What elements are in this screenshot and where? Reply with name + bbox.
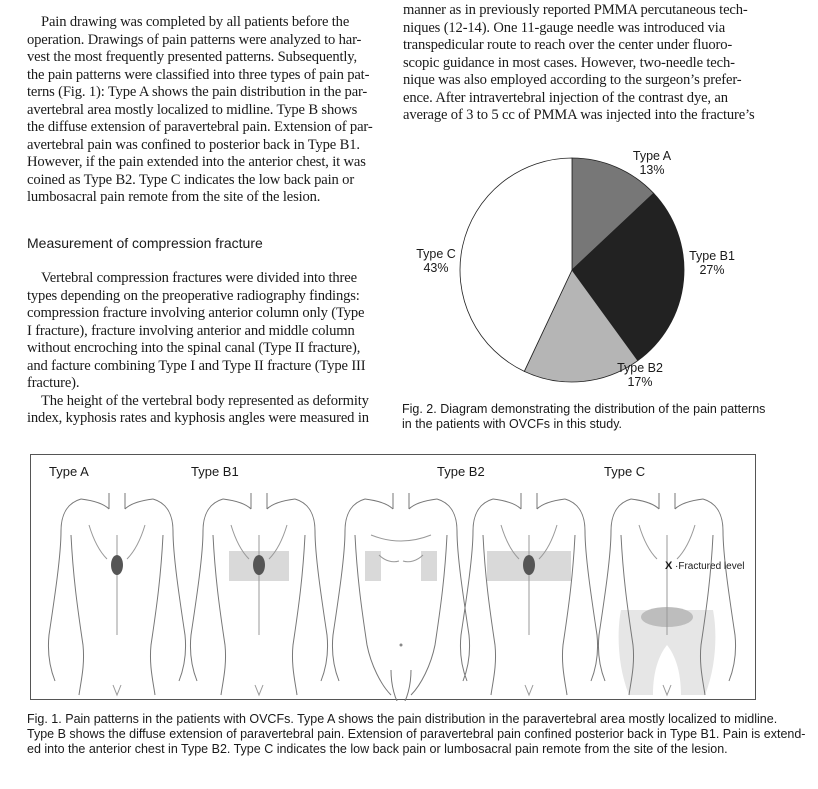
pie-slice-label: Type C [416,247,456,261]
text-line: without encroching into the spinal canal (Type II fracture), [27,340,361,356]
caption-text: in the patients with OVCFs in this study. [402,417,623,431]
pain-area [421,551,437,581]
text-line: scopic guidance in most cases. However, two-needle tech- [403,54,735,71]
text-line: Vertebral compression fractures were divided into three [41,270,357,286]
body-figure-type-a [48,493,185,695]
body-figure-type-b1 [190,493,327,695]
panel-label: Type B1 [191,464,239,479]
fracture-level-marker [111,555,123,575]
fracture-level-marker [523,555,535,575]
figure-label: Fig. 1. [27,712,62,726]
text-line: I fracture), fracture involving anterior and middle column [27,322,355,339]
text-line: the diffuse extension of paravertebral pain. Extension of par- [27,119,373,135]
pie-slice-value: 17% [627,375,653,389]
pie-slice-value: 43% [423,261,449,275]
panel-label: Type C [604,464,646,479]
pie-chart [400,140,800,400]
pie-slice-label: Type B1 [689,249,735,263]
panel-label: Type A [49,464,89,479]
section-heading: Measurement of compression fracture [27,235,263,251]
text-line: transpedicular route to reach over the center under fluoro- [403,37,733,53]
text-line: index, kyphosis rates and kyphosis angles were measured in [27,410,369,426]
text-line: and facture combining Type I and Type II fracture (Type III [27,357,366,374]
pain-area [365,551,381,581]
text-line: avertebral area mostly localized to midline. Type B shows [27,101,358,118]
text-line: compression fracture involving anterior column only (Type [27,305,365,321]
body-figure-type-b2 [460,493,597,695]
panel-label: Type B2 [437,464,485,479]
text-line: terns (Fig. 1): Type A shows the pain distribution in the par- [27,84,368,100]
text-line: nique was also employed according to the surgeon’s prefer- [403,72,742,88]
text-line: Pain drawing was completed by all patients before the [41,14,350,30]
text-line: fracture). [27,375,80,391]
caption-text: Pain patterns in the patients with OVCFs. Type A shows the pain distribution in the paravertebral area mostly localized to midline. [65,712,778,726]
right-paragraph [403,2,755,125]
figure-label: Fig. 2. [402,402,437,416]
fracture-level-marker [253,555,265,575]
legend-text-label: Fractured level [678,561,745,572]
pie-slice-label: Type B2 [617,361,663,375]
legend-text: ·Fractured level [675,561,745,572]
text-line: niques (12-14). One 11-gauge needle was introduced via [403,19,726,36]
text-line: lumbosacral pain remote from the site of the lesion. [27,189,321,205]
caption-text: ed into the anterior chest in Type B2. Type C indicates the low back pain or lumbosacral pain remote from the site of the lesion. [27,742,728,756]
text-line: the pain patterns were classified into three types of pain pat- [27,66,370,83]
text-line: vest the most frequently presented patterns. Subsequently, [27,49,357,65]
body-drawings [31,455,757,701]
text-line: The height of the vertebral body represented as deformity [41,392,369,409]
text-line: coined as Type B2. Type C indicates the low back pain or [27,171,355,188]
text-line: types depending on the preoperative radiography findings: [27,287,360,304]
pie-slice-value: 27% [699,263,725,277]
pie-slice-label: Type A [632,149,672,163]
figure-2-caption [402,402,765,432]
pie-slice-value: 13% [639,163,665,177]
caption-text: Diagram demonstrating the distribution of the pain patterns [440,402,766,416]
body-figure-type-c [598,493,735,695]
legend-marker: X [665,560,673,572]
caption-text: Type B shows the diffuse extension of paravertebral pain. Extension of paravertebral pain confined posterior back in Type B1. Pain is extend- [27,727,806,741]
text-line: However, if the pain extended into the anterior chest, it was [27,154,366,170]
text-line: ence. After intravertebral injection of the contrast dye, an [403,89,728,106]
figure-1-caption [27,712,805,757]
left-paragraph-1 [27,14,373,207]
body-figure-front [332,493,469,701]
text-line: avertebral pain was confined to posterior back in Type B1. [27,136,360,153]
text-line: manner as in previously reported PMMA percutaneous tech- [403,2,748,18]
text-line: operation. Drawings of pain patterns were analyzed to har- [27,31,362,48]
text-line: average of 3 to 5 cc of PMMA was injected into the fracture’s [403,107,755,123]
figure-1-pain-pattern-drawings [30,454,756,700]
left-paragraph-2 [27,270,369,428]
